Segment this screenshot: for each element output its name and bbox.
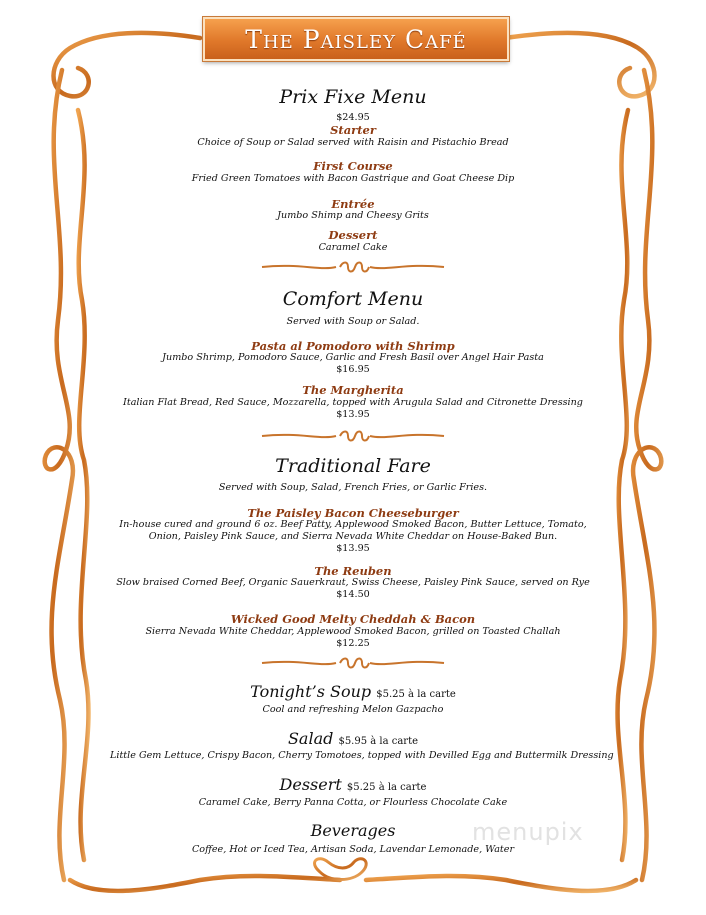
item-name: The Reuben — [314, 564, 392, 578]
item-price: $13.95 — [336, 409, 370, 420]
item-desc: Onion, Paisley Pink Sauce, and Sierra Nevada White Cheddar on House-Baked Bun. — [148, 531, 558, 542]
item-desc: In-house cured and ground 6 oz. Beef Patty, Applewood Smoked Bacon, Butter Lettuce, Tomato, — [119, 519, 587, 530]
item-price: $13.95 — [336, 543, 370, 554]
item-price: $14.50 — [336, 589, 370, 600]
divider-ornament — [260, 260, 446, 274]
item-desc: Italian Flat Bread, Red Sauce, Mozzarella, topped with Arugula Salad and Citronette Dressing — [123, 397, 583, 408]
item-name: The Margherita — [302, 383, 404, 397]
traditional-note: Served with Soup, Salad, French Fries, or Garlic Fries. — [218, 482, 488, 493]
dessert-desc: Caramel Cake, Berry Panna Cotta, or Flourless Chocolate Cake — [198, 797, 508, 808]
salad-desc: Little Gem Lettuce, Crispy Bacon, Cherry Tomotoes, topped with Devilled Egg and Buttermilk Dressing — [110, 750, 614, 761]
course-name: First Course — [313, 159, 393, 173]
item-name: Pasta al Pomodoro with Shrimp — [251, 339, 455, 353]
course-name: Starter — [330, 123, 376, 137]
divider-ornament — [260, 429, 446, 443]
item-price: $12.25 — [336, 638, 370, 649]
item-desc: Slow braised Corned Beef, Organic Sauerkraut, Swiss Cheese, Paisley Pink Sauce, served on Rye — [116, 577, 590, 588]
traditional-title: Traditional Fare — [275, 455, 431, 477]
dessert-price: $5.25 à la carte — [346, 782, 427, 793]
course-desc: Caramel Cake — [318, 242, 388, 253]
item-name: The Paisley Bacon Cheeseburger — [247, 506, 459, 520]
cafe-name-banner — [203, 17, 509, 61]
item-name: Wicked Good Melty Cheddah & Bacon — [230, 612, 476, 626]
item-desc: Jumbo Shrimp, Pomodoro Sauce, Garlic and Fresh Basil over Angel Hair Pasta — [162, 352, 544, 363]
salad-price: $5.95 à la carte — [338, 736, 419, 747]
comfort-note: Served with Soup or Salad. — [286, 316, 420, 327]
course-desc: Fried Green Tomatoes with Bacon Gastrique and Goat Cheese Dip — [191, 173, 515, 184]
course-desc: Jumbo Shimp and Cheesy Grits — [277, 210, 429, 221]
soup-desc: Cool and refreshing Melon Gazpacho — [262, 704, 444, 715]
item-desc: Sierra Nevada White Cheddar, Applewood Smoked Bacon, grilled on Toasted Challah — [145, 626, 561, 637]
item-price: $16.95 — [336, 364, 370, 375]
course-name: Entrée — [331, 197, 375, 211]
divider-ornament — [260, 656, 446, 670]
cafe-name: The Paisley Café — [245, 24, 467, 54]
course-desc: Choice of Soup or Salad served with Raisin and Pistachio Bread — [197, 137, 509, 148]
course-name: Dessert — [328, 228, 378, 242]
dessert-title: Dessert — [279, 775, 342, 794]
comfort-title: Comfort Menu — [282, 288, 424, 310]
dessert-heading — [110, 775, 596, 794]
beverages-title: Beverages — [310, 821, 396, 840]
salad-title: Salad — [287, 729, 334, 748]
soup-heading — [110, 682, 596, 701]
soup-title: Tonight’s Soup — [250, 682, 372, 701]
prix-fixe-title: Prix Fixe Menu — [279, 86, 427, 108]
soup-price: $5.25 à la carte — [376, 689, 456, 700]
prix-fixe-price: $24.95 — [336, 112, 370, 123]
salad-heading — [110, 729, 596, 748]
beverages-desc: Coffee, Hot or Iced Tea, Artisan Soda, Lavendar Lemonade, Water — [191, 844, 515, 855]
watermark: menupix — [472, 818, 584, 846]
